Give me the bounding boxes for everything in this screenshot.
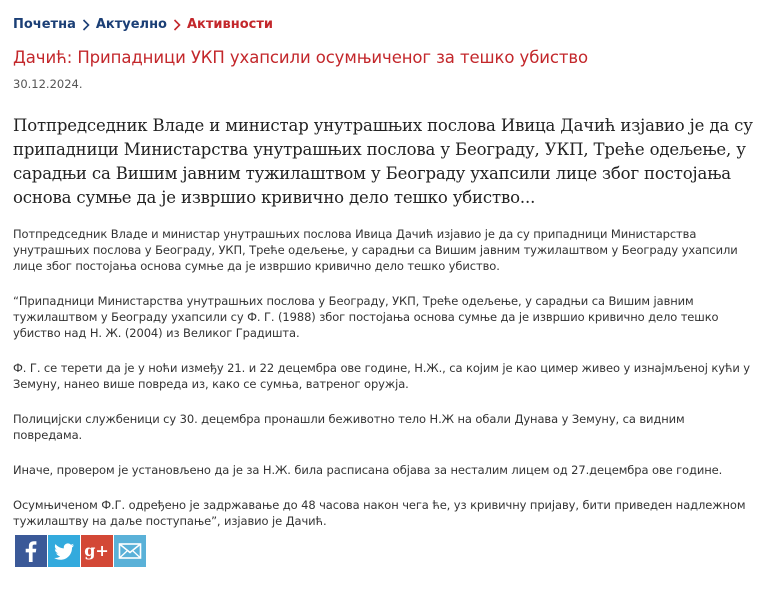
email-icon xyxy=(114,535,146,567)
article-paragraph: Иначе, провером је установљено да је за Н.Ж. била расписана објава за несталим лицем од 27.децембра ове године. xyxy=(13,463,723,477)
article-paragraph: Ф. Г. се терети да је у ноћи између 21. и 22 децембра ове године, Н.Ж., са којим је као цимер живео у изнајмљеној кући у Земуну, нанео више повреда из, како се сумња, ватреног оружја. xyxy=(13,361,750,391)
breadcrumb-home-link[interactable]: Почетна xyxy=(13,17,76,32)
article-body xyxy=(13,226,755,548)
share-bar xyxy=(15,535,146,567)
breadcrumb xyxy=(13,17,273,32)
article-title: Дачић: Припадници УКП ухапсили осумњиченог за тешко убиство xyxy=(13,48,589,67)
twitter-icon xyxy=(48,535,80,567)
share-google-plus-button[interactable] xyxy=(81,535,113,567)
breadcrumb-news-link[interactable]: Актуелно xyxy=(95,17,167,32)
article-paragraph: Потпредседник Владе и министар унутрашњих послова Ивица Дачић изјавио је да су припадници Министарства унутрашњих послова у Београду, УКП, Треће одељење, у сарадњи са Вишим јавним тужилаштвом у Београду ухапсили лице због постојања основа сумње да је извршио кривично дело тешко убиство. xyxy=(13,227,738,273)
share-twitter-button[interactable] xyxy=(48,535,80,567)
article-paragraph: “Припадници Министарства унутрашњих послова у Београду, УКП, Треће одељење, у сарадњи са Вишим јавним тужилаштвом у Београду ухапсили су Ф. Г. (1988) због постојања основа сумње да је извршио кривично дело тешко убиство над Н. Ж. (2004) из Великог Градишта. xyxy=(13,294,719,340)
google-plus-icon xyxy=(81,535,113,567)
facebook-icon xyxy=(15,535,47,567)
share-facebook-button[interactable] xyxy=(15,535,47,567)
article-date: 30.12.2024. xyxy=(13,77,83,91)
article-paragraph: Полицијски службеници су 30. децембра пронашли беживотно тело Н.Ж на обали Дунава у Земуну, са видним повредама. xyxy=(13,412,685,442)
article-paragraph: Осумњиченом Ф.Г. одређено је задржавање до 48 часова након чега ће, уз кривичну пријаву, бити приведен надлежном тужилаштву на даље поступање”, изјавио је Дачић. xyxy=(13,498,746,528)
chevron-right-icon xyxy=(167,19,187,31)
google-plus-glyph: g+ xyxy=(84,541,109,560)
chevron-right-icon xyxy=(76,19,96,31)
article-lead: Потпредседник Владе и министар унутрашњих послова Ивица Дачић изјавио је да су припадници Министарства унутрашњих послова у Београду, УКП, Треће одељење, у сарадњи са Вишим јавним тужилаштвом у Београду ухапсили лице због постојања основа сумње да је извршио кривично дело тешко убиство... xyxy=(13,116,753,207)
breadcrumb-current-link[interactable]: Активности xyxy=(187,17,274,32)
share-email-button[interactable] xyxy=(114,535,146,567)
